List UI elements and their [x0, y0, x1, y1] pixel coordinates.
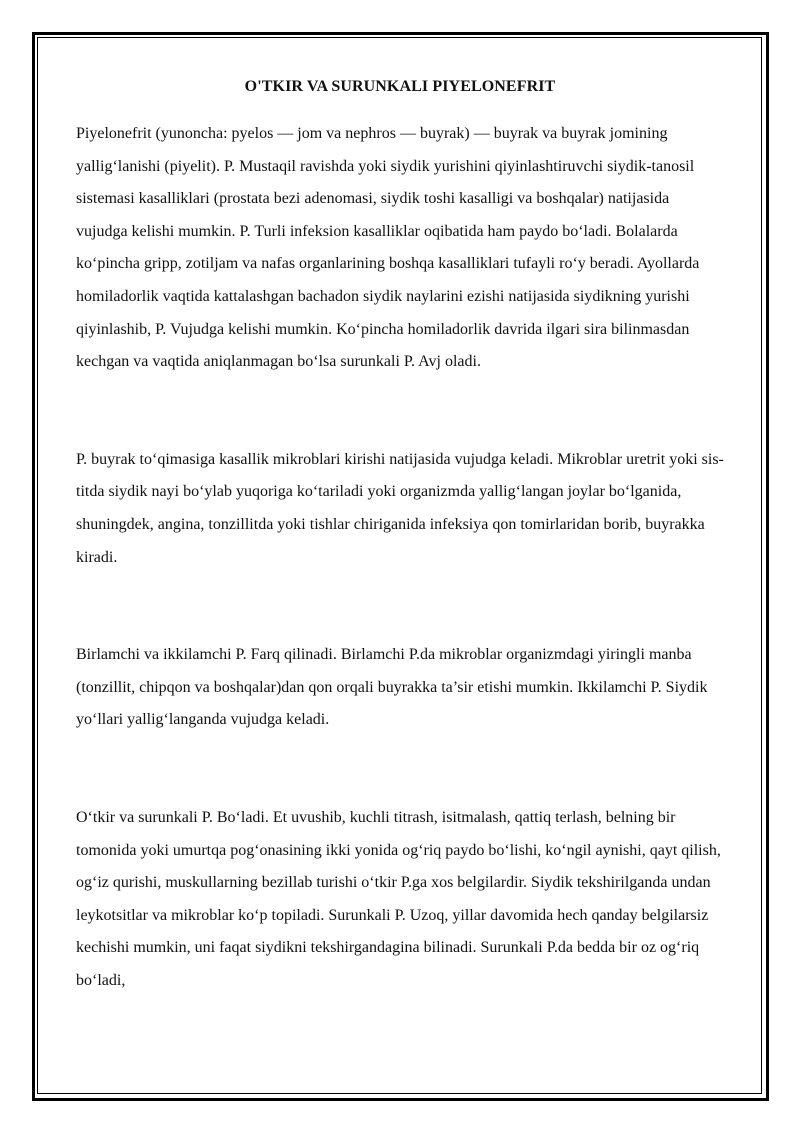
- document-title: O'TKIR VA SURUNKALI PIYELONEFRIT: [244, 78, 556, 95]
- paragraph-symptoms: O‘tkir va surunkali P. Bo‘ladi. Et uvushib, kuchli titrash, isitmalash, qattiq terlash, belning bir tomonida yoki umurtqa pog‘onasining ikki yonida og‘riq paydo bo‘lishi, ko‘ngil aynishi, qayt qilish, og‘iz qurishi, muskullarning bezillab turishi o‘tkir P.ga xos belgilardir. Siydik tekshirilganda undan leykotsitlar va mikroblar ko‘p topiladi. Surunkali P. Uzoq, yillar davomida hech qanday belgilarsiz kechishi mumkin, uni faqat siydikni tekshirgandagina bilinadi. Surunkali P.da bedda bir oz og‘riq bo‘ladi,: [76, 808, 721, 989]
- paragraph-definition: Piyelonefrit (yunoncha: pyelos — jom va nephros — buyrak) — buyrak va buyrak jomining yallig‘lanishi (piyelit). P. Mustaqil ravishda yoki siydik yurishini qiyinlashtiruvchi siydik-tanosil sistemasi kasalliklari (prostata bezi adenomasi, siydik toshi kasalligi va boshqalar) natijasida vujudga kelishi mumkin. P. Turli infeksion kasalliklar oqibatida ham paydo bo‘ladi. Bolalarda ko‘pincha gripp, zotiljam va nafas organlarining boshqa kasalliklari tufayli ro‘y beradi. Ayollarda homiladorlik vaqtida kattalashgan bachadon siydik naylarini ezishi natijasida siydikning yurishi qiyinlashib, P. Vujudga kelishi mumkin. Ko‘pincha homiladorlik davrida ilgari sira bilinmasdan kechgan va vaqtida aniqlanmagan bo‘lsa surunkali P. Avj oladi.: [76, 125, 700, 371]
- document-body: [76, 72, 724, 997]
- paragraph-types: Birlamchi va ikkilamchi P. Farq qilinadi. Birlamchi P.da mikroblar organizmdagi yiringli manba (tonzillit, chipqon va boshqalar)dan qon orqali buyrakka ta’sir etishi mumkin. Ikkilamchi P. Siydik yo‘llari yallig‘langanda vujudga keladi.: [76, 646, 708, 729]
- paragraph-causes: P. buyrak to‘qimasiga kasallik mikroblari kirishi natijasida vujudga keladi. Mikroblar uretrit yoki sis-titda siydik nayi bo‘ylab yuqoriga ko‘tariladi yoki organizmda yallig‘langan joylar bo‘lganida, shuningdek, angina, tonzillitda yoki tishlar chiriganida infeksiya qon tomirlaridan borib, buyrakka kiradi.: [76, 450, 724, 566]
